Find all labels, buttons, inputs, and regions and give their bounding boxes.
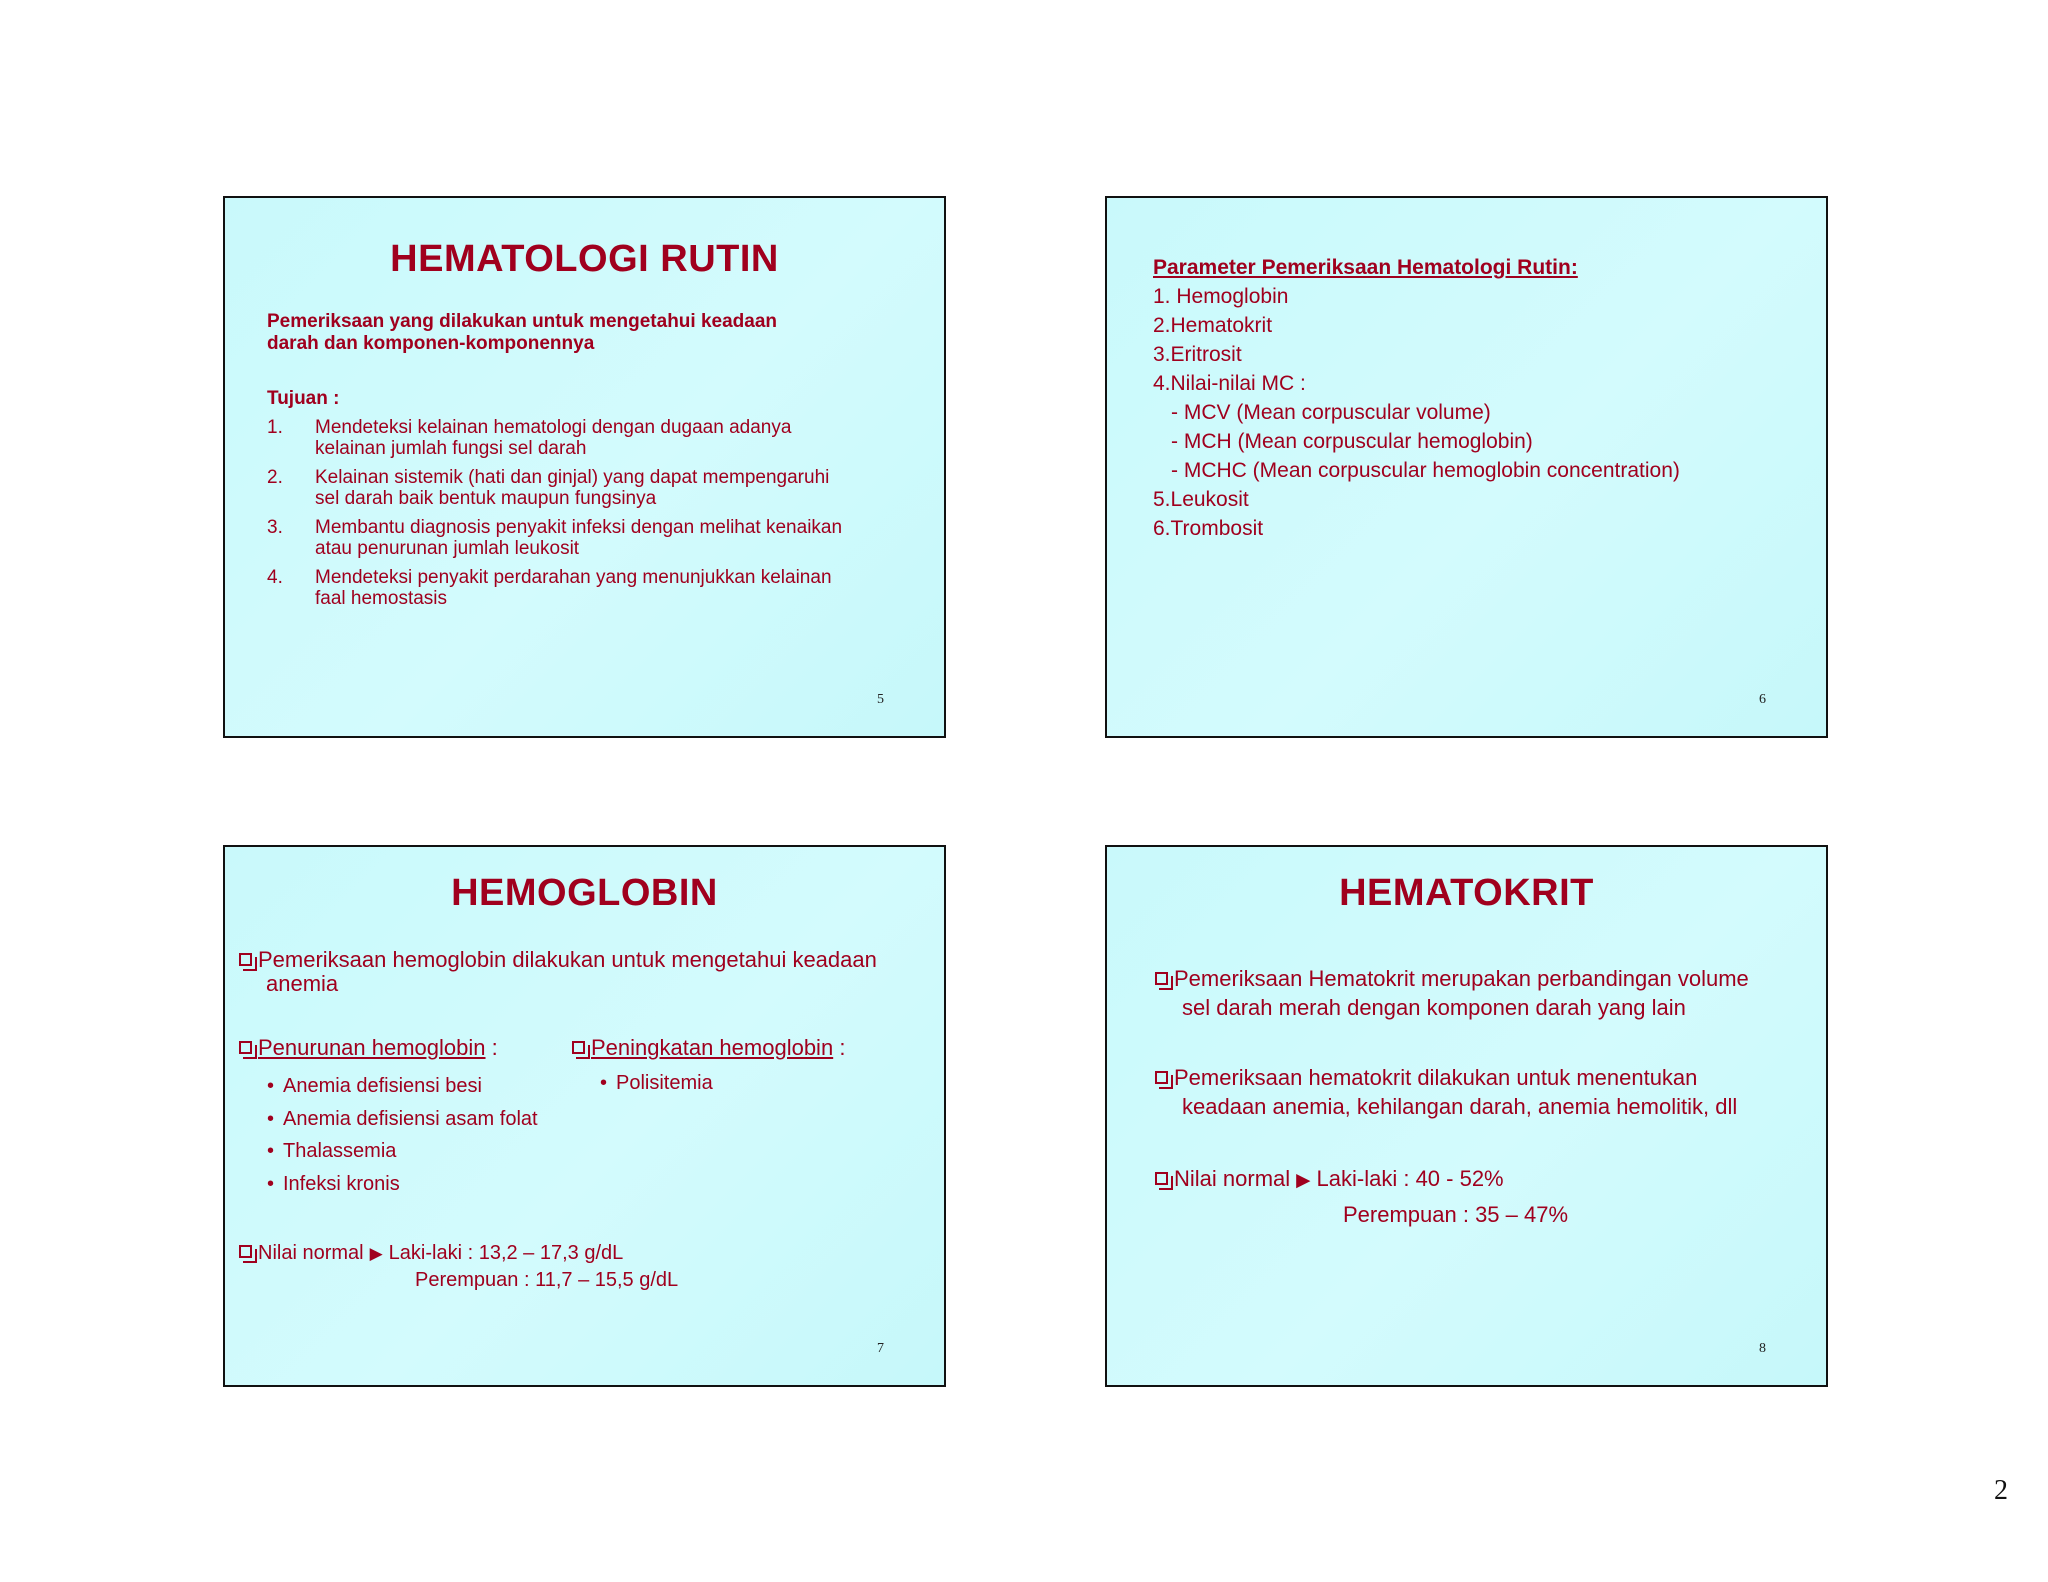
normal-values: [1155, 1161, 1568, 1232]
page-number: 2: [1994, 1475, 2008, 1506]
list-item: - MCV (Mean corpuscular volume): [1171, 401, 1491, 424]
list-item: • Polisitemia: [598, 1067, 713, 1100]
item-line: Mendeteksi kelainan hematologi dengan dugaan adanya: [315, 417, 792, 438]
normal-label: Nilai normal: [1174, 1166, 1291, 1191]
checkbox-bullet-icon: [572, 1041, 585, 1054]
list-item: 2.Hematokrit: [1153, 314, 1273, 337]
list-item: 3.Eritrosit: [1153, 343, 1242, 366]
item-number: 2.: [267, 467, 283, 488]
slide-number: 8: [1759, 1341, 1766, 1356]
paragraph-2: [1155, 1063, 1815, 1121]
item-number: 4.: [267, 567, 283, 588]
checkbox-bullet-icon: [1155, 1071, 1168, 1084]
slide-parameter: [1105, 196, 1828, 738]
normal-label: Nilai normal: [258, 1242, 364, 1264]
list-item: • Thalassemia: [265, 1135, 538, 1168]
increase-heading: [572, 1033, 845, 1062]
slide-title: HEMATOLOGI RUTIN: [390, 238, 779, 280]
item-line: faal hemostasis: [315, 588, 448, 609]
decrease-heading: [239, 1033, 498, 1062]
parameter-list: [1153, 282, 1680, 543]
increase-list: [598, 1067, 713, 1100]
slide-title: HEMATOKRIT: [1339, 872, 1594, 914]
checkbox-bullet-icon: [1155, 1172, 1168, 1185]
list-item: • Anemia defisiensi besi: [265, 1070, 538, 1103]
intro-line-2: anemia: [266, 971, 339, 996]
list-item: [267, 417, 917, 459]
increase-suffix: :: [839, 1035, 846, 1060]
item-number: 1.: [267, 417, 283, 438]
normal-male: Laki-laki : 13,2 – 17,3 g/dL: [388, 1242, 624, 1264]
slide-title: HEMOGLOBIN: [451, 872, 718, 914]
checkbox-bullet-icon: [239, 1245, 252, 1258]
item-line: Mendeteksi penyakit perdarahan yang menunjukkan kelainan: [315, 567, 832, 588]
slide-number: 5: [877, 692, 884, 707]
intro-line-1: Pemeriksaan hemoglobin dilakukan untuk mengetahui keadaan: [258, 947, 877, 972]
slide-hematologi-rutin: [223, 196, 946, 738]
list-item: 5.Leukosit: [1153, 488, 1249, 511]
normal-values: [239, 1240, 678, 1294]
item-line: Kelainan sistemik (hati dan ginjal) yang dapat mempengaruhi: [315, 467, 830, 488]
list-item: • Infeksi kronis: [265, 1168, 538, 1201]
item-line: sel darah baik bentuk maupun fungsinya: [315, 488, 657, 509]
paragraph-1: [1155, 964, 1815, 1022]
intro-text: [267, 311, 907, 355]
paragraph-2-line-2: keadaan anemia, kehilangan darah, anemia hemolitik, dll: [1182, 1094, 1738, 1119]
list-item: 4.Nilai-nilai MC :: [1153, 372, 1306, 395]
goals-label: Tujuan :: [267, 388, 340, 409]
paragraph-1-line-1: Pemeriksaan Hematokrit merupakan perbandingan volume: [1174, 966, 1749, 991]
item-line: kelainan jumlah fungsi sel darah: [315, 438, 587, 459]
checkbox-bullet-icon: [239, 1041, 252, 1054]
parameter-heading: Parameter Pemeriksaan Hematologi Rutin:: [1153, 256, 1578, 279]
checkbox-bullet-icon: [1155, 972, 1168, 985]
slide-hemoglobin: [223, 845, 946, 1387]
goals-list: [267, 417, 917, 617]
normal-female: Perempuan : 11,7 – 15,5 g/dL: [415, 1269, 679, 1291]
item-line: Membantu diagnosis penyakit infeksi dengan melihat kenaikan: [315, 517, 843, 538]
intro-line-2: darah dan komponen-komponennya: [267, 333, 595, 354]
checkbox-bullet-icon: [239, 953, 252, 966]
item-number: 3.: [267, 517, 283, 538]
list-item: [267, 567, 917, 609]
decrease-list: [265, 1070, 538, 1200]
slide-number: 6: [1759, 692, 1766, 707]
item-line: atau penurunan jumlah leukosit: [315, 538, 580, 559]
increase-label: Peningkatan hemoglobin: [591, 1035, 834, 1060]
slide-hematokrit: [1105, 845, 1828, 1387]
list-item: 6.Trombosit: [1153, 517, 1264, 540]
decrease-label: Penurunan hemoglobin: [258, 1035, 486, 1060]
intro-bullet: [239, 948, 929, 996]
triangle-right-icon: ▶: [1296, 1169, 1311, 1190]
list-item: [267, 467, 917, 509]
slide-number: 7: [877, 1341, 884, 1356]
paragraph-1-line-2: sel darah merah dengan komponen darah yang lain: [1182, 995, 1686, 1020]
list-item: 1. Hemoglobin: [1153, 285, 1289, 308]
list-item: - MCHC (Mean corpuscular hemoglobin concentration): [1171, 459, 1680, 482]
decrease-suffix: :: [491, 1035, 498, 1060]
triangle-right-icon: ▶: [369, 1244, 383, 1263]
list-item: - MCH (Mean corpuscular hemoglobin): [1171, 430, 1533, 453]
list-item: [267, 517, 917, 559]
normal-male: Laki-laki : 40 - 52%: [1316, 1166, 1504, 1191]
normal-female: Perempuan : 35 – 47%: [1343, 1202, 1569, 1227]
list-item: • Anemia defisiensi asam folat: [265, 1103, 538, 1136]
paragraph-2-line-1: Pemeriksaan hematokrit dilakukan untuk menentukan: [1174, 1065, 1698, 1090]
intro-line-1: Pemeriksaan yang dilakukan untuk mengetahui keadaan: [267, 311, 778, 332]
